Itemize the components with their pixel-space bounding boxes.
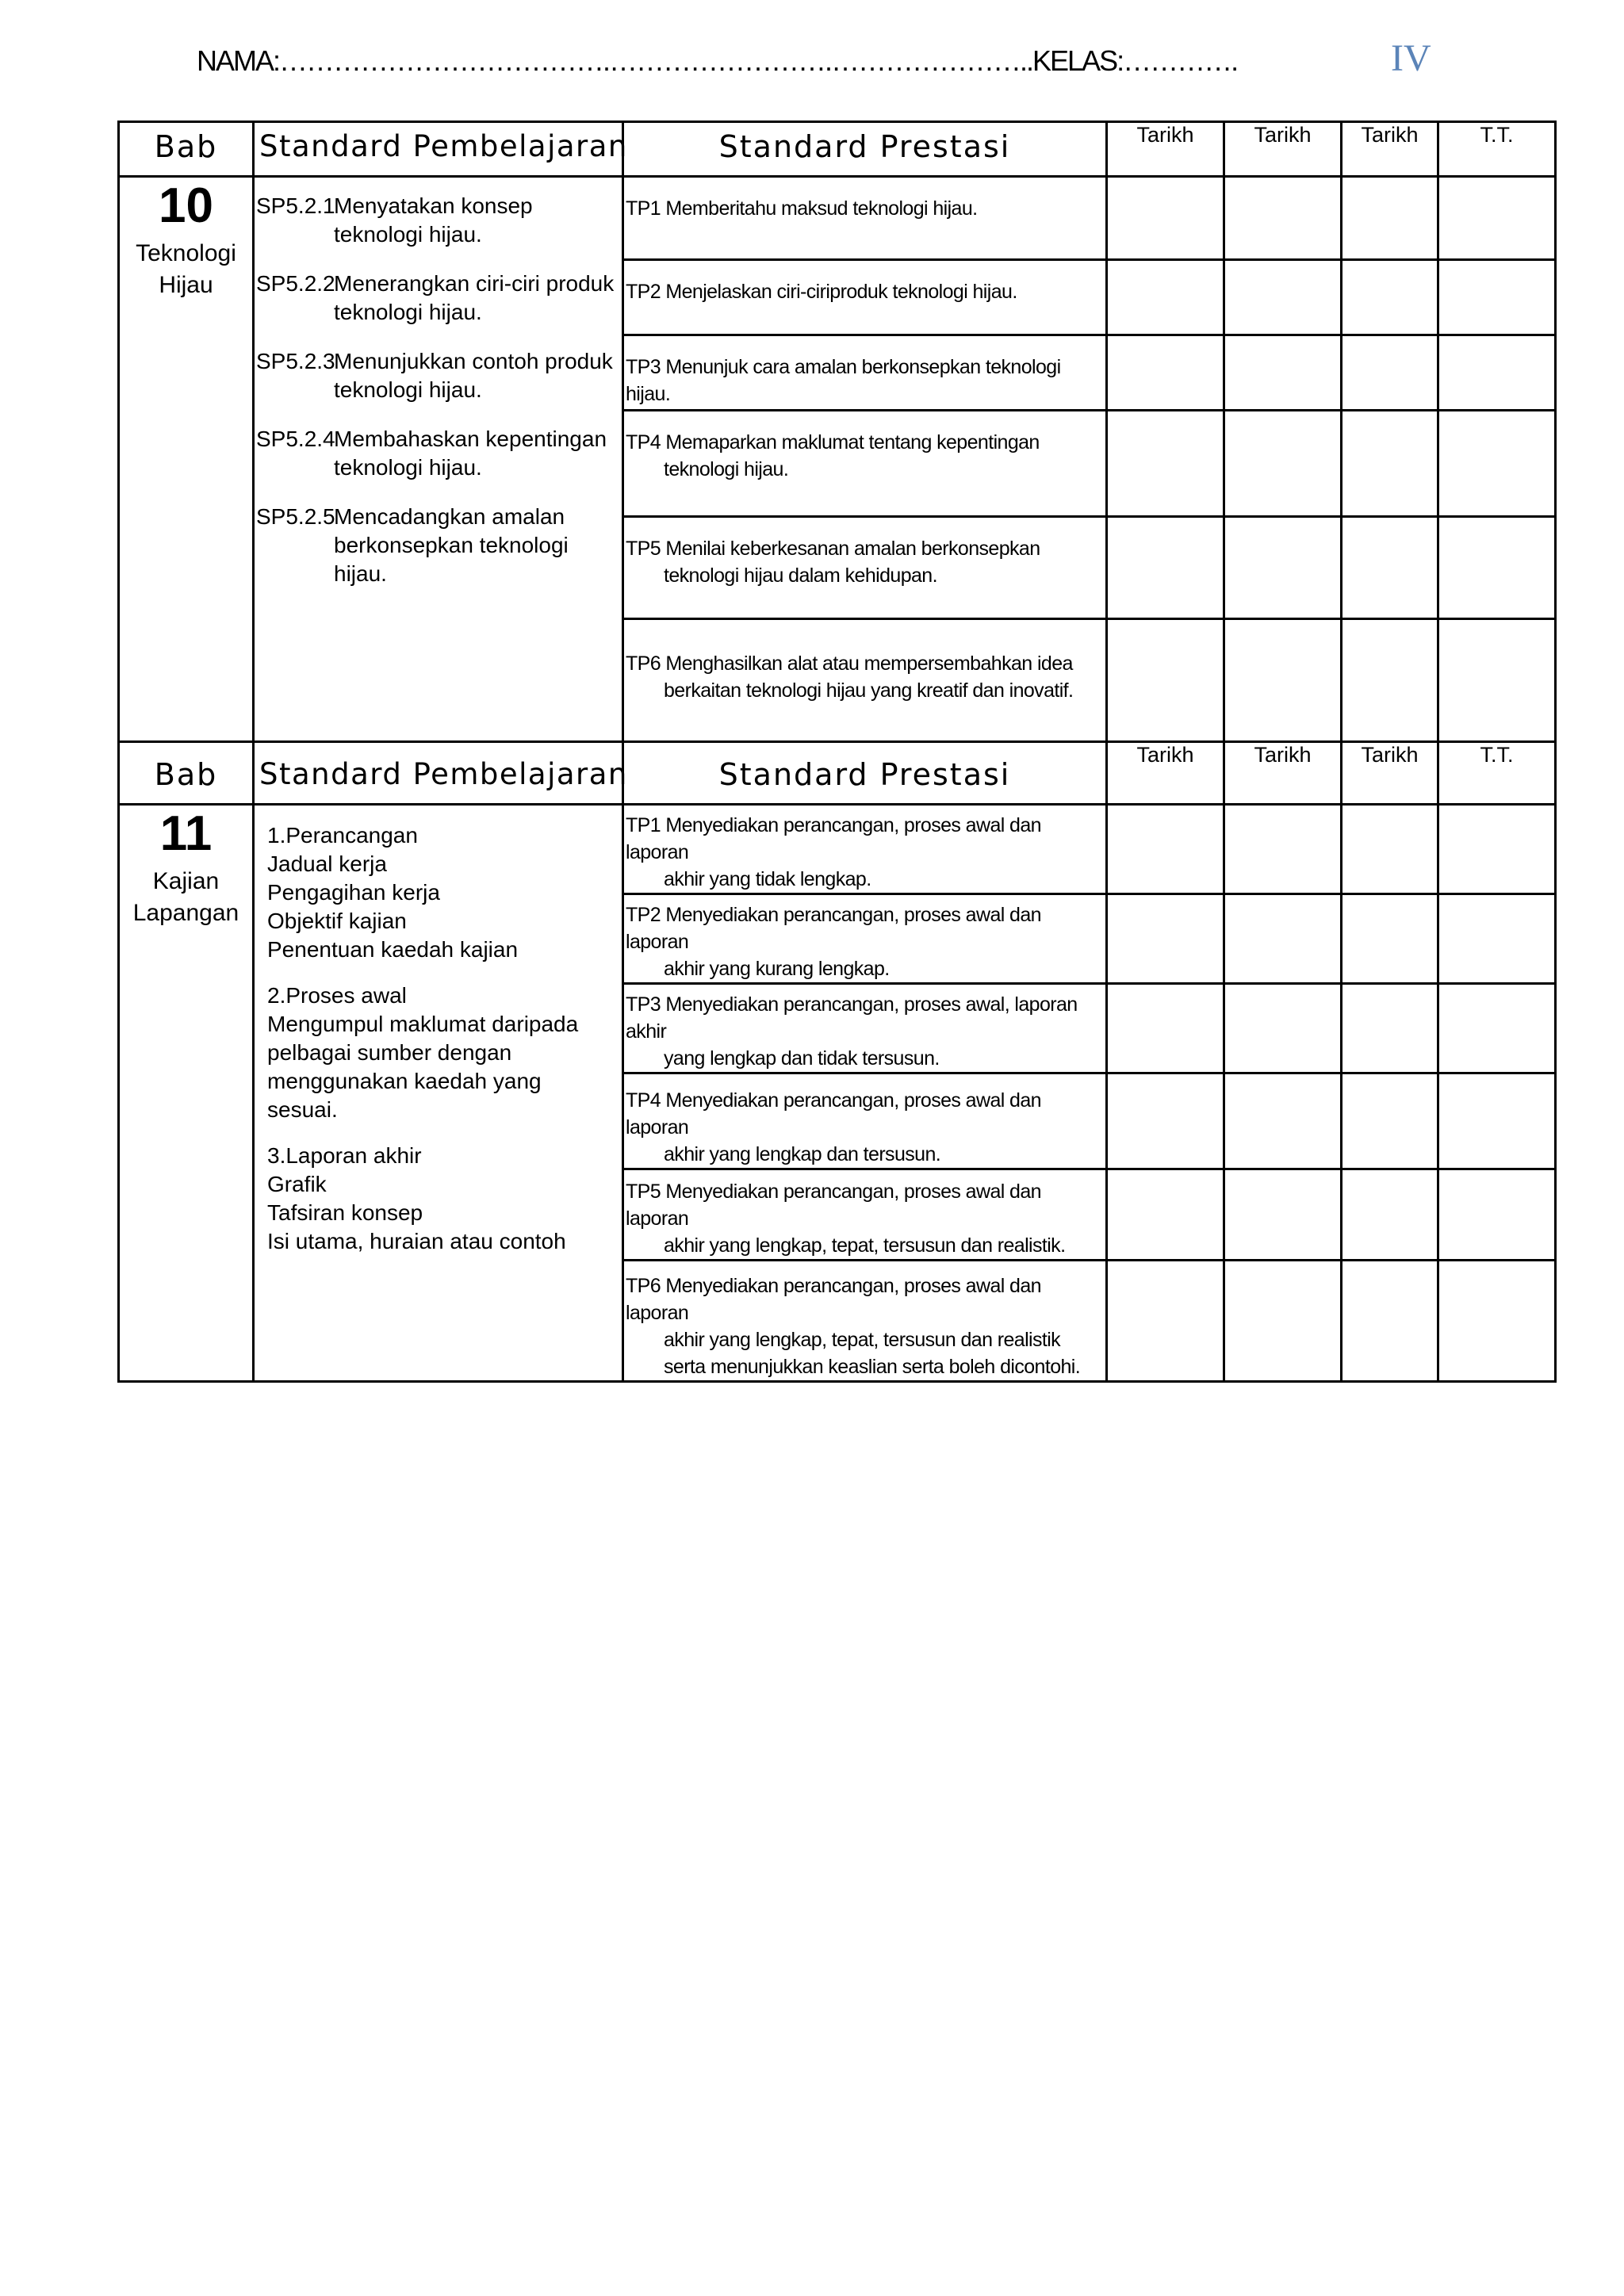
tp-text: TP3 Menunjuk cara amalan berkonsepkan teknologi hijau. xyxy=(626,356,1061,405)
date-box[interactable] xyxy=(1107,1169,1224,1261)
col-tt: T.T. xyxy=(1438,742,1556,805)
tp-cell xyxy=(623,984,1107,1073)
chapter-title-line: Lapangan xyxy=(132,900,239,926)
standard-group xyxy=(267,821,615,964)
date-box[interactable] xyxy=(1224,1073,1342,1169)
col-tarikh: Tarikh xyxy=(1224,122,1342,177)
signature-box[interactable] xyxy=(1438,619,1556,742)
tp-text-cont: akhir yang lengkap dan tersusun. xyxy=(664,1143,941,1165)
list-item xyxy=(256,425,617,482)
signature-box[interactable] xyxy=(1438,805,1556,894)
tp-text: TP6 Menyediakan perancangan, proses awal dan laporan xyxy=(626,1275,1041,1324)
tp-cell xyxy=(623,260,1107,335)
tp-cell xyxy=(623,411,1107,517)
tp-cell xyxy=(623,619,1107,742)
date-box[interactable] xyxy=(1107,260,1224,335)
sp-text: Menyatakan konsep teknologi hijau. xyxy=(334,193,533,247)
tp-cell xyxy=(623,805,1107,894)
date-box[interactable] xyxy=(1342,619,1438,742)
table-row xyxy=(119,177,1556,260)
col-tarikh: Tarikh xyxy=(1107,742,1224,805)
date-box[interactable] xyxy=(1224,805,1342,894)
learning-standards xyxy=(254,805,623,1382)
tp-text: TP4 Memaparkan maklumat tentang kepentingan xyxy=(626,431,1040,453)
chapter-title-line: Teknologi xyxy=(136,240,236,266)
chapter-cell xyxy=(119,177,254,742)
list-item xyxy=(256,192,617,249)
group-line: pelbagai sumber dengan xyxy=(267,1040,512,1065)
tp-cell xyxy=(623,894,1107,984)
col-standard-prestasi: Standard Prestasi xyxy=(623,122,1107,177)
chapter-title xyxy=(120,238,252,301)
date-box[interactable] xyxy=(1224,411,1342,517)
date-box[interactable] xyxy=(1224,1261,1342,1382)
tp-text-cont: berkaitan teknologi hijau yang kreatif dan inovatif. xyxy=(664,679,1074,702)
tp-cell xyxy=(623,517,1107,619)
date-box[interactable] xyxy=(1342,894,1438,984)
date-box[interactable] xyxy=(1107,411,1224,517)
learning-standards xyxy=(254,177,623,742)
date-box[interactable] xyxy=(1224,260,1342,335)
sp-text: Membahaskan kepentingan teknologi hijau. xyxy=(334,427,607,480)
chapter-number: 10 xyxy=(159,178,213,233)
group-line: Isi utama, huraian atau contoh xyxy=(267,1229,566,1253)
sp-code: SP5.2.2 xyxy=(256,271,335,296)
group-line: 3.Laporan akhir xyxy=(267,1143,422,1168)
tp-text-cont: akhir yang kurang lengkap. xyxy=(664,958,890,980)
signature-box[interactable] xyxy=(1438,894,1556,984)
date-box[interactable] xyxy=(1224,517,1342,619)
tp-cell xyxy=(623,1169,1107,1261)
header-row xyxy=(119,122,1556,177)
chapter-cell xyxy=(119,805,254,1382)
form-level: IV xyxy=(1391,37,1431,79)
col-standard-pembelajaran: Standard Pembelajaran xyxy=(254,742,623,805)
student-header xyxy=(197,37,1434,89)
header-row xyxy=(119,742,1556,805)
group-line: 1.Perancangan xyxy=(267,823,418,848)
date-box[interactable] xyxy=(1107,894,1224,984)
list-item xyxy=(256,347,617,404)
signature-box[interactable] xyxy=(1438,517,1556,619)
list-item xyxy=(256,503,617,588)
group-line: Penentuan kaedah kajian xyxy=(267,937,519,962)
signature-box[interactable] xyxy=(1438,1073,1556,1169)
chapter-title xyxy=(120,866,252,929)
tp-text: TP4 Menyediakan perancangan, proses awal dan laporan xyxy=(626,1089,1041,1138)
date-box[interactable] xyxy=(1224,335,1342,411)
date-box[interactable] xyxy=(1107,984,1224,1073)
date-box[interactable] xyxy=(1224,1169,1342,1261)
signature-box[interactable] xyxy=(1438,1261,1556,1382)
col-bab: Bab xyxy=(119,742,254,805)
sp-text: Mencadangkan amalan berkonsepkan teknologi hijau. xyxy=(334,504,569,586)
tp-text-cont: teknologi hijau dalam kehidupan. xyxy=(664,564,937,587)
group-line: Objektif kajian xyxy=(267,909,407,933)
date-box[interactable] xyxy=(1342,805,1438,894)
col-tarikh: Tarikh xyxy=(1342,742,1438,805)
date-box[interactable] xyxy=(1224,894,1342,984)
signature-box[interactable] xyxy=(1438,260,1556,335)
group-line: Grafik xyxy=(267,1172,327,1196)
sp-code: SP5.2.1 xyxy=(256,193,335,218)
name-class-line: NAMA:……………………………….…………………….…………………..KELAS:…………. xyxy=(197,44,1238,77)
sp-text: Menerangkan ciri-ciri produk teknologi hijau. xyxy=(334,271,615,324)
date-box[interactable] xyxy=(1224,619,1342,742)
signature-box[interactable] xyxy=(1438,984,1556,1073)
tp-text-cont: akhir yang lengkap, tepat, tersusun dan realistik serta menunjukkan keaslian serta boleh dicontohi. xyxy=(664,1329,1081,1378)
group-line: Mengumpul maklumat daripada xyxy=(267,1012,579,1036)
tp-cell xyxy=(623,1261,1107,1382)
group-line: 2.Proses awal xyxy=(267,983,407,1008)
date-box[interactable] xyxy=(1342,411,1438,517)
date-box[interactable] xyxy=(1107,619,1224,742)
group-line: Pengagihan kerja xyxy=(267,880,440,905)
sp-code: SP5.2.4 xyxy=(256,427,335,451)
tp-cell xyxy=(623,1073,1107,1169)
date-box[interactable] xyxy=(1107,177,1224,260)
col-standard-prestasi: Standard Prestasi xyxy=(623,742,1107,805)
tp-text: TP2 Menjelaskan ciri-ciriproduk teknologi hijau. xyxy=(626,281,1017,303)
tp-text-cont: yang lengkap dan tidak tersusun. xyxy=(664,1047,940,1070)
col-tarikh: Tarikh xyxy=(1342,122,1438,177)
date-box[interactable] xyxy=(1107,1073,1224,1169)
signature-box[interactable] xyxy=(1438,411,1556,517)
tp-text-cont: akhir yang tidak lengkap. xyxy=(664,868,871,890)
tp-text: TP5 Menyediakan perancangan, proses awal dan laporan xyxy=(626,1181,1041,1230)
date-box[interactable] xyxy=(1107,1261,1224,1382)
date-box[interactable] xyxy=(1342,1073,1438,1169)
tp-cell xyxy=(623,177,1107,260)
tp-text: TP5 Menilai keberkesanan amalan berkonsepkan xyxy=(626,538,1040,560)
assessment-table xyxy=(117,121,1557,1383)
group-line: menggunakan kaedah yang sesuai. xyxy=(267,1069,542,1122)
tp-cell xyxy=(623,335,1107,411)
tp-text: TP2 Menyediakan perancangan, proses awal dan laporan xyxy=(626,904,1041,953)
tp-text: TP6 Menghasilkan alat atau mempersembahkan idea xyxy=(626,652,1073,675)
date-box[interactable] xyxy=(1342,1169,1438,1261)
date-box[interactable] xyxy=(1342,517,1438,619)
date-box[interactable] xyxy=(1342,260,1438,335)
date-box[interactable] xyxy=(1107,335,1224,411)
tp-text: TP3 Menyediakan perancangan, proses awal, laporan akhir xyxy=(626,993,1078,1043)
date-box[interactable] xyxy=(1342,177,1438,260)
tp-text-cont: teknologi hijau. xyxy=(664,458,789,480)
group-line: Jadual kerja xyxy=(267,851,387,876)
date-box[interactable] xyxy=(1224,177,1342,260)
tp-text: TP1 Memberitahu maksud teknologi hijau. xyxy=(626,197,978,220)
standard-group xyxy=(267,1142,615,1256)
table-row xyxy=(119,805,1556,894)
col-tarikh: Tarikh xyxy=(1107,122,1224,177)
list-item xyxy=(256,270,617,327)
date-box[interactable] xyxy=(1107,517,1224,619)
date-box[interactable] xyxy=(1107,805,1224,894)
signature-box[interactable] xyxy=(1438,177,1556,260)
date-box[interactable] xyxy=(1224,984,1342,1073)
signature-box[interactable] xyxy=(1438,335,1556,411)
group-line: Tafsiran konsep xyxy=(267,1200,423,1225)
col-bab: Bab xyxy=(119,122,254,177)
col-tarikh: Tarikh xyxy=(1224,742,1342,805)
sp-code: SP5.2.5 xyxy=(256,504,335,529)
signature-box[interactable] xyxy=(1438,1169,1556,1261)
sp-code: SP5.2.3 xyxy=(256,349,335,373)
chapter-title-line: Hijau xyxy=(159,272,213,298)
sp-text: Menunjukkan contoh produk teknologi hijau. xyxy=(334,349,613,402)
chapter-title-line: Kajian xyxy=(152,868,220,894)
col-standard-pembelajaran: Standard Pembelajaran xyxy=(254,122,623,177)
date-box[interactable] xyxy=(1342,984,1438,1073)
standard-group xyxy=(267,982,615,1124)
tp-text-cont: akhir yang lengkap, tepat, tersusun dan realistik. xyxy=(664,1234,1066,1257)
date-box[interactable] xyxy=(1342,1261,1438,1382)
col-tt: T.T. xyxy=(1438,122,1556,177)
chapter-number: 11 xyxy=(159,806,213,861)
date-box[interactable] xyxy=(1342,335,1438,411)
tp-text: TP1 Menyediakan perancangan, proses awal dan laporan xyxy=(626,814,1041,863)
